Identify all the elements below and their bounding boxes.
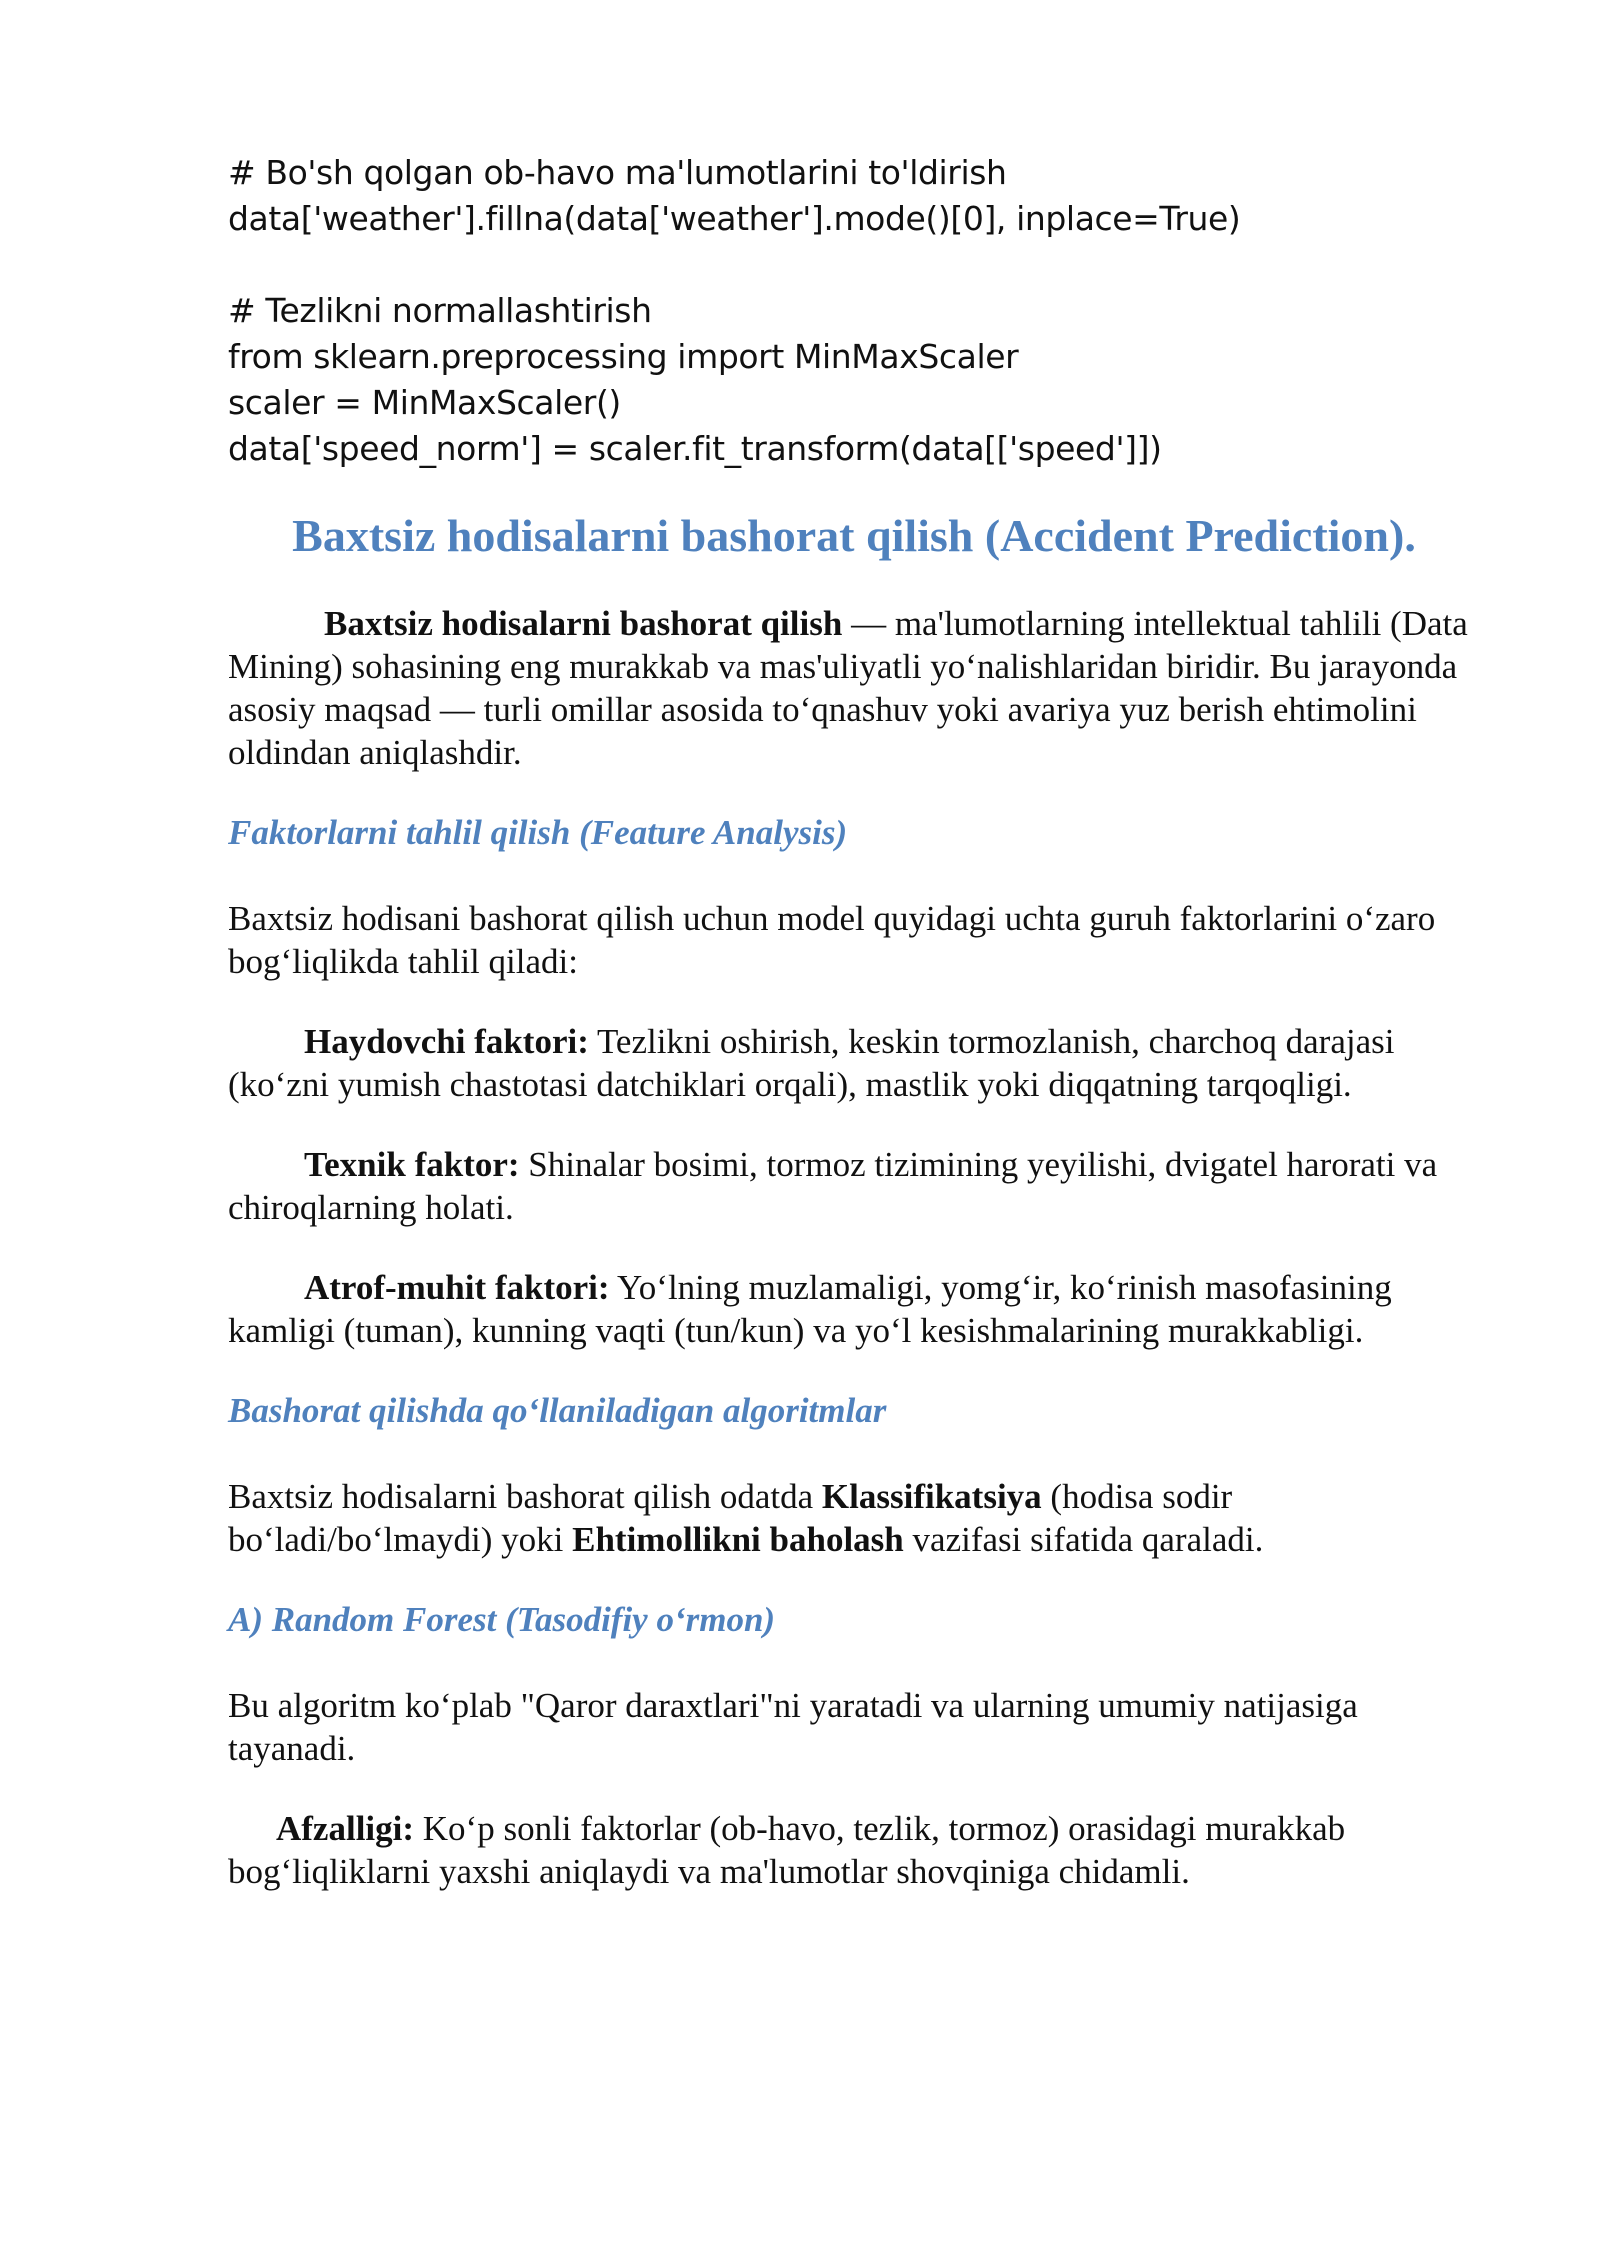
code-line: scaler = MinMaxScaler() xyxy=(228,383,621,422)
heading-algorithms: Bashorat qilishda qo‘llaniladigan algoritmlar xyxy=(228,1391,887,1430)
code-line: # Tezlikni normallashtirish xyxy=(228,291,652,330)
factor-text: Tezlikni oshirish, keskin tormozlanish, charchoq darajasi (ko‘zni yumish chastotasi datchiklari orqali), mastlik yoki diqqatning tarqoqligi. xyxy=(228,1022,1395,1104)
code-line: from sklearn.preprocessing import MinMaxScaler xyxy=(228,337,1019,376)
bold-term: Klassifikatsiya xyxy=(821,1477,1042,1516)
code-block xyxy=(228,150,1480,472)
intro-text: — ma'lumotlarning intellektual tahlili (Data Mining) sohasining eng murakkab va mas'uliyatli yo‘nalishlaridan biridir. Bu jarayonda asosiy maqsad — turli omillar asosida to‘qnashuv yoki avariya yuz berish ehtimolini oldindan aniqlashdir. xyxy=(228,604,1468,772)
advantage-text: Ko‘p sonli faktorlar (ob-havo, tezlik, tormoz) orasidagi murakkab bog‘liqliklarni yaxshi aniqlaydi va ma'lumotlar shovqiniga chidamli. xyxy=(228,1809,1346,1891)
factors-lead-paragraph: Baxtsiz hodisani bashorat qilish uchun model quyidagi uchta guruh faktorlarini o‘zaro bog‘liqlikda tahlil qiladi: xyxy=(228,899,1436,981)
intro-paragraph xyxy=(228,602,1480,774)
text: (hodisa sodir bo‘ladi/bo‘lmaydi) yoki xyxy=(228,1477,1233,1559)
factor-text: Yo‘lning muzlamaligi, yomg‘ir, ko‘rinish masofasining kamligi (tuman), kunning vaqti (tun/kun) va yo‘l kesishmalarining murakkabligi. xyxy=(228,1268,1392,1350)
advantage-label: Afzalligi: xyxy=(276,1809,415,1848)
intro-bold: Baxtsiz hodisalarni bashorat qilish xyxy=(324,604,843,643)
factor-technical xyxy=(228,1143,1480,1229)
factor-text: Shinalar bosimi, tormoz tizimining yeyilishi, dvigatel harorati va chiroqlarning holati. xyxy=(228,1145,1438,1227)
advantage-paragraph xyxy=(228,1807,1480,1893)
factor-environment xyxy=(228,1266,1480,1352)
code-line: data['weather'].fillna(data['weather'].mode()[0], inplace=True) xyxy=(228,199,1241,238)
section-title: Baxtsiz hodisalarni bashorat qilish (Accident Prediction). xyxy=(292,510,1416,561)
heading-feature-analysis: Faktorlarni tahlil qilish (Feature Analysis) xyxy=(228,813,848,852)
heading-random-forest: A) Random Forest (Tasodifiy o‘rmon) xyxy=(228,1600,776,1639)
random-forest-paragraph: Bu algoritm ko‘plab "Qaror daraxtlari"ni yaratadi va ularning umumiy natijasiga tayanadi. xyxy=(228,1686,1358,1768)
factor-label: Texnik faktor: xyxy=(304,1145,520,1184)
algorithms-paragraph xyxy=(228,1475,1480,1561)
page-content xyxy=(228,150,1480,1893)
text: vazifasi sifatida qaraladi. xyxy=(903,1520,1264,1559)
code-line: # Bo'sh qolgan ob-havo ma'lumotlarini to'ldirish xyxy=(228,153,1007,192)
text: Baxtsiz hodisalarni bashorat qilish odatda xyxy=(228,1477,822,1516)
factor-driver xyxy=(228,1020,1480,1106)
factor-label: Atrof-muhit faktori: xyxy=(304,1268,610,1307)
bold-term: Ehtimollikni baholash xyxy=(572,1520,904,1559)
code-line: data['speed_norm'] = scaler.fit_transform(data[['speed']]) xyxy=(228,429,1162,468)
factor-label: Haydovchi faktori: xyxy=(304,1022,589,1061)
